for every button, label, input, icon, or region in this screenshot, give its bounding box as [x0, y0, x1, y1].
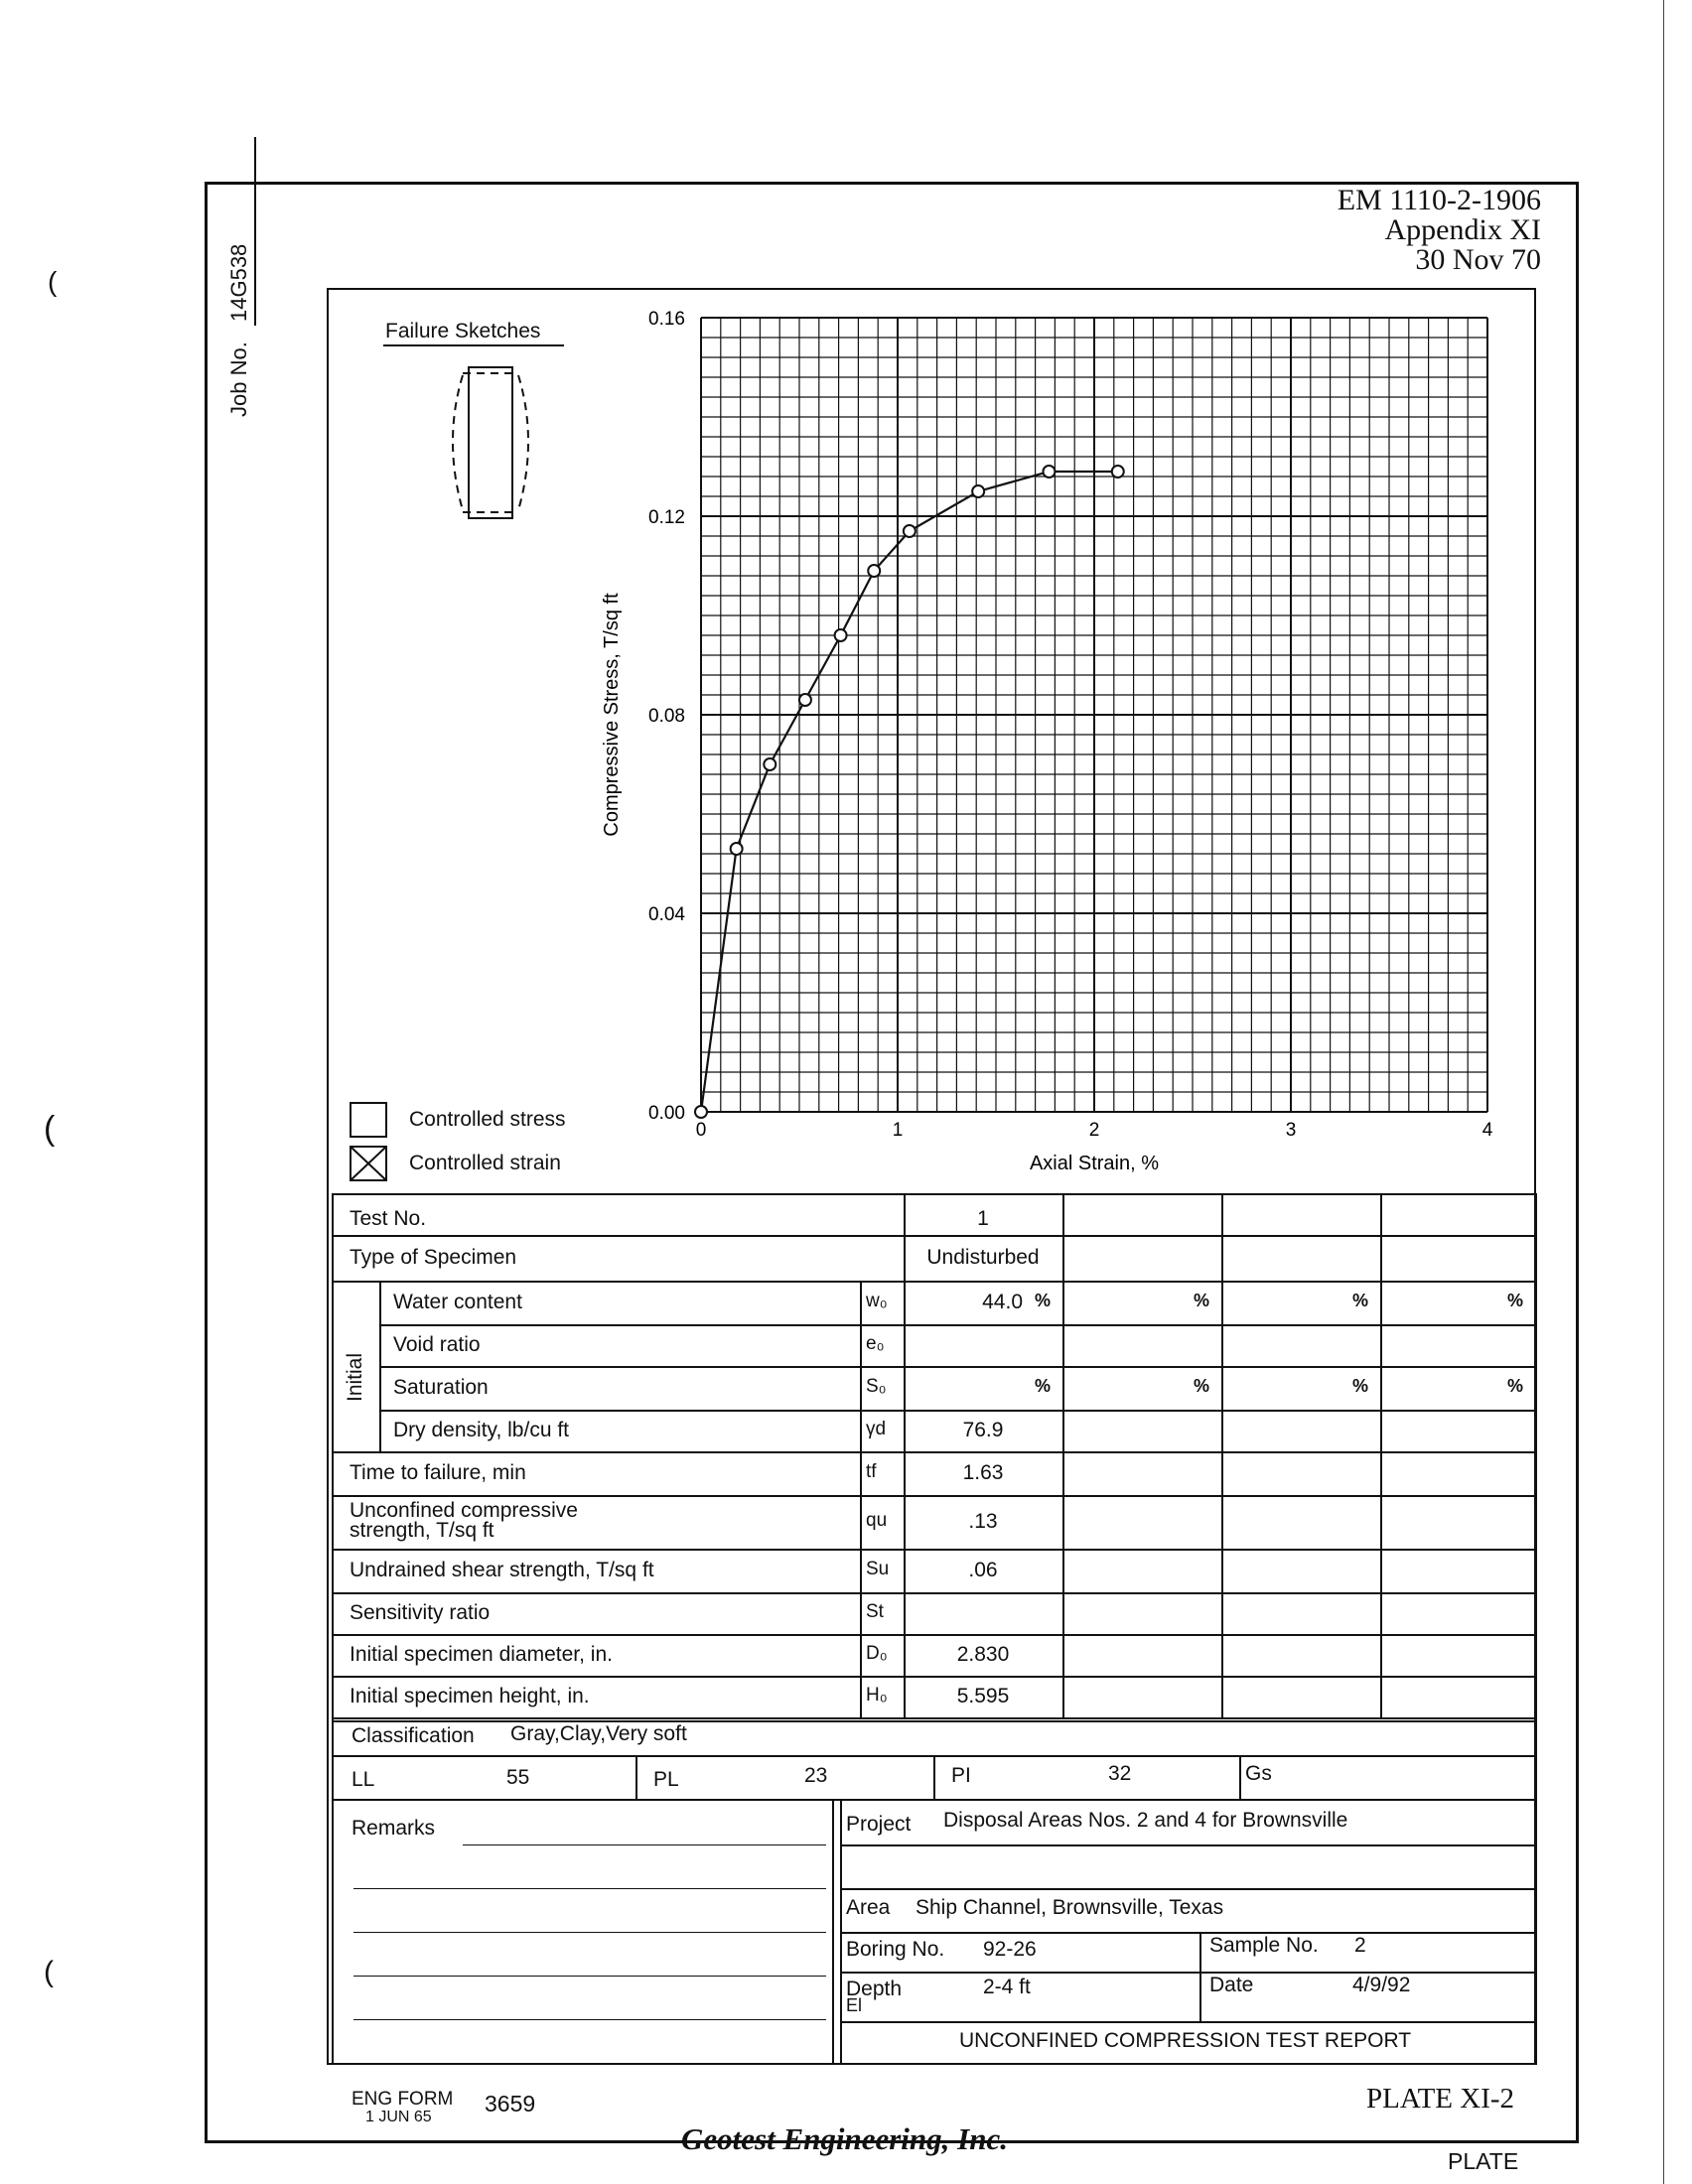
plate-bottom: PLATE: [1448, 2148, 1519, 2174]
data-point: [695, 1106, 707, 1118]
row-label-type_of_specimen: Type of Specimen: [350, 1246, 517, 1269]
cell-ucs-1: .13: [968, 1510, 998, 1533]
ucs-label-1: Unconfined compressive: [350, 1499, 578, 1522]
ucs-label-2: strength, T/sq ft: [350, 1519, 494, 1542]
x-tick-label: 0: [695, 1120, 707, 1141]
cell-unit-saturation-4: %: [1507, 1376, 1524, 1396]
table-rule: [379, 1410, 1535, 1412]
x-tick-label: 4: [1481, 1120, 1493, 1141]
table-rule: [1535, 1193, 1537, 2065]
company-name: Geotest Engineering, Inc.: [681, 2121, 1008, 2156]
row-label-water: Water content: [393, 1291, 522, 1313]
row-label-diameter: Initial specimen diameter, in.: [350, 1643, 613, 1666]
cell-water-1: 44.0: [982, 1291, 1023, 1313]
classification-label: Classification: [352, 1724, 475, 1747]
cell-unit-water-4: %: [1507, 1291, 1524, 1310]
remarks-line: [353, 2019, 826, 2020]
margin-mark: (: [48, 266, 58, 297]
data-point: [835, 629, 847, 641]
table-rule: [332, 1495, 1535, 1497]
remarks-line: [353, 1976, 826, 1977]
row-label-test_no: Test No.: [350, 1207, 427, 1230]
table-rule: [840, 1888, 1535, 1890]
remarks-line: [353, 1932, 826, 1933]
row-symbol-water: w₀: [866, 1291, 888, 1311]
table-rule: [332, 1281, 1535, 1283]
right-edge-line: [1663, 0, 1664, 2184]
table-rule: [840, 2021, 1535, 2023]
date-label: Date: [1209, 1974, 1254, 1996]
remarks-line: [353, 1888, 826, 1889]
y-tick-label: 0.00: [648, 1103, 685, 1124]
cell-type_of_specimen-1: Undisturbed: [926, 1246, 1040, 1269]
table-rule: [1199, 1932, 1201, 2021]
job-label: Job No.: [226, 341, 251, 417]
boring-label: Boring No.: [846, 1938, 945, 1961]
controlled-stress-checkbox[interactable]: [350, 1102, 387, 1138]
table-rule: [840, 1932, 1535, 1934]
x-tick-label: 2: [1088, 1120, 1100, 1141]
row-symbol-height: H₀: [866, 1685, 888, 1706]
row-symbol-void: e₀: [866, 1333, 885, 1354]
eng-form-date: 1 JUN 65: [365, 2109, 432, 2125]
cell-dry_density-1: 76.9: [962, 1419, 1004, 1441]
table-rule: [840, 1972, 1535, 1974]
y-axis-label: Compressive Stress, T/sq ft: [601, 593, 623, 837]
data-point: [731, 843, 743, 855]
pl-value: 23: [804, 1764, 828, 1787]
controlled-stress-label: Controlled stress: [409, 1108, 566, 1131]
controlled-strain-checkbox[interactable]: [350, 1146, 387, 1181]
el-label: El: [846, 1995, 863, 2015]
row-label-time: Time to failure, min: [350, 1461, 526, 1484]
table-rule: [332, 1193, 1535, 1195]
margin-mark: (: [44, 1110, 56, 1148]
table-rule: [332, 1451, 1535, 1453]
table-rule: [1380, 1193, 1382, 1717]
cell-unit-water-3: %: [1352, 1291, 1369, 1310]
area-value: Ship Channel, Brownsville, Texas: [916, 1896, 1224, 1919]
row-symbol-time: tf: [866, 1461, 877, 1482]
project-value: Disposal Areas Nos. 2 and 4 for Brownsville: [943, 1809, 1348, 1832]
controlled-strain-label: Controlled strain: [409, 1152, 561, 1174]
failure-sketch: [441, 361, 540, 530]
y-tick-label: 0.04: [648, 904, 685, 925]
table-rule: [332, 2063, 1535, 2065]
footer-rule-right: [1136, 2141, 1579, 2143]
area-label: Area: [846, 1896, 891, 1919]
table-rule: [860, 1281, 862, 1717]
row-label-shear: Undrained shear strength, T/sq ft: [350, 1559, 654, 1581]
eng-form-number: 3659: [485, 2091, 536, 2116]
table-rule: [1221, 1193, 1223, 1717]
cell-diameter-1: 2.830: [956, 1643, 1010, 1666]
table-rule: [379, 1324, 1535, 1326]
report-title: UNCONFINED COMPRESSION TEST REPORT: [959, 2029, 1412, 2052]
cell-time-1: 1.63: [962, 1461, 1004, 1484]
date-value: 4/9/92: [1352, 1974, 1411, 1996]
x-axis-label: Axial Strain, %: [1029, 1153, 1160, 1174]
x-tick-label: 3: [1285, 1120, 1297, 1141]
project-label: Project: [846, 1813, 912, 1836]
table-rule: [332, 1193, 334, 2065]
stress-strain-chart: [596, 298, 1509, 1191]
data-point: [904, 525, 916, 537]
depth-value: 2-4 ft: [983, 1976, 1031, 1998]
table-rule: [933, 1755, 935, 1799]
row-label-void: Void ratio: [393, 1333, 481, 1356]
footer-rule-left: [635, 2141, 671, 2143]
cell-unit-saturation-2: %: [1194, 1376, 1210, 1396]
row-label-dry_density: Dry density, lb/cu ft: [393, 1419, 570, 1441]
appendix: Appendix XI: [1384, 213, 1541, 246]
cell-height-1: 5.595: [956, 1685, 1010, 1707]
data-point: [1112, 466, 1124, 478]
job-number: 14G538: [226, 243, 251, 322]
boring-value: 92-26: [983, 1938, 1037, 1961]
row-label-sensitivity: Sensitivity ratio: [350, 1601, 491, 1624]
initial-label: Initial: [344, 1352, 366, 1402]
table-rule: [332, 1799, 1535, 1801]
failure-sketches-label: Failure Sketches: [385, 320, 541, 342]
table-rule: [635, 1755, 637, 1799]
row-label-height: Initial specimen height, in.: [350, 1685, 590, 1707]
data-point: [972, 485, 984, 497]
remarks-label: Remarks: [352, 1817, 436, 1840]
data-point: [1043, 466, 1055, 478]
sample-value: 2: [1354, 1934, 1366, 1957]
cell-unit-saturation-3: %: [1352, 1376, 1369, 1396]
failure-sketches-underline: [383, 344, 564, 346]
y-tick-label: 0.12: [648, 507, 685, 528]
table-rule: [332, 1717, 1535, 1719]
table-rule: [332, 1549, 1535, 1551]
cell-test_no-1: 1: [977, 1207, 989, 1230]
data-point: [799, 694, 811, 706]
table-rule: [332, 1676, 1535, 1678]
table-rule: [1062, 1193, 1064, 1717]
data-point: [764, 758, 776, 770]
row-symbol-ucs: qu: [866, 1510, 888, 1531]
cell-shear-1: .06: [968, 1559, 998, 1581]
y-tick-label: 0.08: [648, 706, 685, 727]
margin-mark: (: [44, 1956, 54, 1988]
cell-unit-water-2: %: [1194, 1291, 1210, 1310]
header-date: 30 Nov 70: [1415, 243, 1541, 276]
row-symbol-dry_density: γd: [866, 1419, 887, 1439]
ll-label: LL: [352, 1768, 375, 1791]
classification-value: Gray,Clay,Very soft: [510, 1722, 687, 1745]
pl-label: PL: [653, 1768, 679, 1791]
table-rule: [904, 1193, 906, 1717]
table-rule: [832, 1799, 834, 2065]
ll-value: 55: [506, 1766, 530, 1789]
row-label-saturation: Saturation: [393, 1376, 489, 1399]
em-number: EM 1110-2-1906: [1337, 184, 1541, 216]
table-rule: [379, 1281, 381, 1451]
row-symbol-diameter: D₀: [866, 1643, 888, 1664]
table-rule: [840, 1844, 1535, 1846]
y-tick-label: 0.16: [648, 309, 685, 330]
gs-label: Gs: [1245, 1762, 1272, 1785]
row-symbol-sensitivity: St: [866, 1601, 884, 1622]
row-symbol-shear: Su: [866, 1559, 890, 1579]
cell-unit-saturation-1: %: [1035, 1376, 1052, 1396]
cell-unit-water-1: %: [1035, 1291, 1052, 1310]
pi-label: PI: [951, 1764, 971, 1787]
remarks-line: [463, 1844, 826, 1845]
table-rule: [379, 1366, 1535, 1368]
table-rule: [332, 1592, 1535, 1594]
pi-value: 32: [1108, 1762, 1132, 1785]
x-tick-label: 1: [892, 1120, 904, 1141]
eng-form-label: ENG FORM: [352, 2089, 454, 2110]
depth-label: Depth: [846, 1978, 903, 2000]
table-rule: [332, 1235, 1535, 1237]
table-rule: [1239, 1755, 1241, 1799]
row-symbol-saturation: S₀: [866, 1376, 887, 1397]
table-rule: [332, 1634, 1535, 1636]
job-number-block: [60, 119, 251, 437]
data-point: [868, 565, 880, 577]
plate-label: PLATE XI-2: [1366, 2083, 1515, 2115]
sample-label: Sample No.: [1209, 1934, 1319, 1957]
